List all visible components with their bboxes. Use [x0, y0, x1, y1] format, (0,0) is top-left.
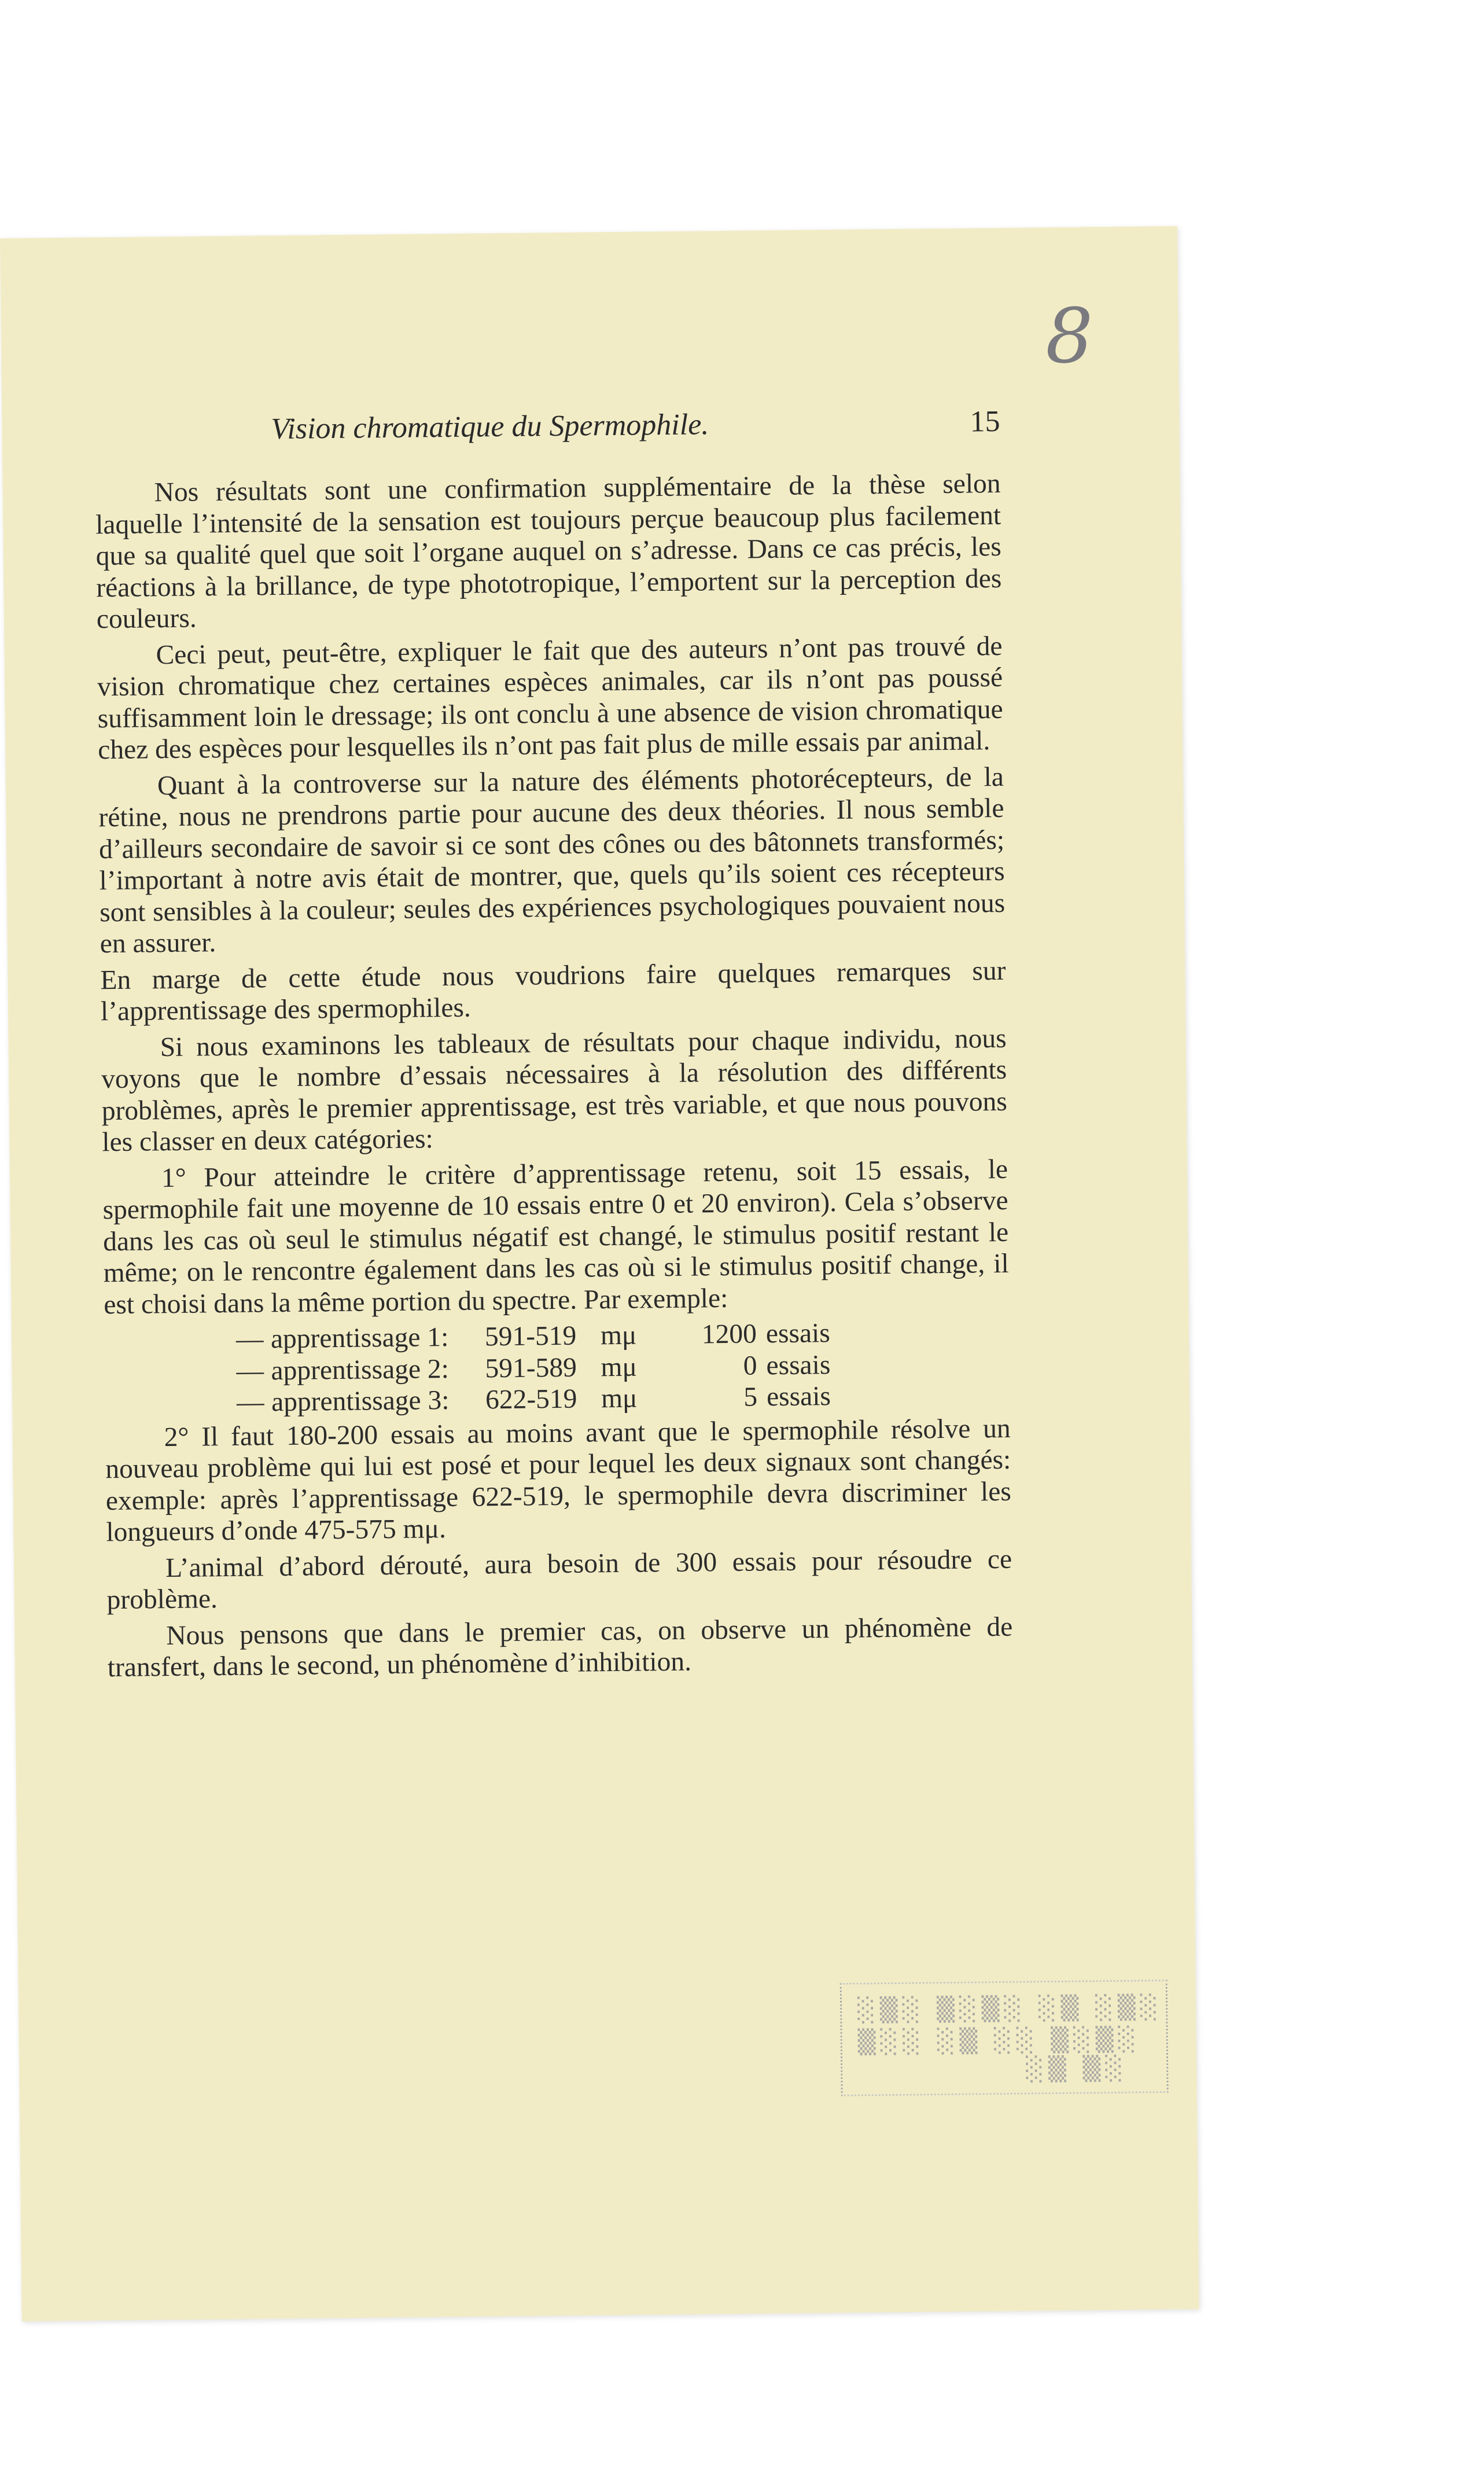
paragraph: Nos résultats sont une confirmation supplémentaire de la thèse selon laquelle l’intensité de la sensation est toujours perçue beaucoup plus facilement que sa qualité quel que soit l’organe auquel on s’adresse. Dans ce cas précis, les réactions à la brillance, de type phototropique, l’emportent sur la perception des couleurs.: [95, 468, 1002, 635]
handwritten-page-number: 8: [1045, 292, 1094, 381]
item-count: 0: [743, 1350, 757, 1381]
paragraph: 2° Il faut 180-200 essais au moins avant que le spermophile résolve un nouveau problème qui lui est posé et pour lequel les deux signaux sont changés: exemple: après l’apprentissage 622-519, le spermophile devra discriminer les longueurs d’onde 475-575 mμ.: [105, 1413, 1012, 1548]
item-unit: mμ: [601, 1352, 638, 1382]
item-count: 1200: [701, 1319, 757, 1350]
item-word: essais: [765, 1318, 830, 1349]
item-dash: —: [235, 1324, 264, 1355]
paragraph: Si nous examinons les tableaux de résultats pour chaque individu, nous voyons que le nombre d’essais nécessaires à la résolution des différents problèmes, après le premier apprentissage, est très variable, et que nous pouvons les classer en deux catégories:: [101, 1023, 1007, 1158]
paper-page: [0, 226, 1199, 2321]
paragraph: 1° Pour atteindre le critère d’apprentissage retenu, soit 15 essais, le spermophile fait une moyenne de 10 essais entre 0 et 20 environ). Cela s’observe dans les cas où seul le stimulus négatif est changé, le stimulus positif restant le même; on le rencontre également dans les cas où si le stimulus positif change, il est choisi dans la même portion du spectre. Par exemple:: [102, 1154, 1009, 1320]
item-word: essais: [766, 1349, 831, 1381]
running-title: Vision chromatique du Spermophile.: [271, 408, 709, 446]
item-label: apprentissage 3:: [271, 1385, 450, 1418]
library-stamp: [834, 1968, 1176, 2104]
paragraph: Ceci peut, peut-être, expliquer le fait que des auteurs n’ont pas trouvé de vision chromatique chez certaines espèces animales, car ils n’ont pas poussé suffisamment loin le dressage; ils ont conclu à une absence de vision chromatique chez des espèces pour lesquelles ils n’ont pas fait plus de mille essais par animal.: [97, 631, 1003, 766]
item-word: essais: [766, 1381, 831, 1412]
item-unit: mμ: [600, 1320, 637, 1351]
running-header: [271, 404, 1000, 452]
item-range: 591-589: [485, 1352, 577, 1383]
item-range: 622-519: [485, 1383, 577, 1415]
paragraph: Quant à la controverse sur la nature des éléments photorécepteurs, de la rétine, nous ne prendrons partie pour aucune des deux théories. Il nous semble d’ailleurs secondaire de savoir si ce sont des cônes ou des bâtonnets transformés; l’important à notre avis était de montrer, que, quels qu’ils soient ces récepteurs sont sensibles à la couleur; seules des expériences psychologiques pouvaient nous en assurer.: [98, 761, 1006, 959]
item-label: apprentissage 1:: [270, 1322, 449, 1355]
stamp-marks: ▒░░ ░▒ ░░ ▒░▒░: [857, 2026, 1141, 2056]
body-text: [95, 468, 1013, 1688]
item-label: apprentissage 2:: [271, 1353, 450, 1386]
item-unit: mμ: [601, 1383, 638, 1414]
paragraph: Nous pensons que dans le premier cas, on observe un phénomène de transfert, dans le second, un phénomène d’inhibition.: [107, 1611, 1013, 1683]
item-dash: —: [236, 1387, 264, 1418]
example-list: [104, 1316, 1011, 1420]
page-number: 15: [970, 404, 1000, 439]
item-range: 591-519: [484, 1320, 577, 1352]
item-count: 5: [743, 1382, 758, 1412]
stamp-marks: ░▒░ ▒░▒░ ░▒ ░▒░: [857, 1994, 1163, 2024]
paragraph: L’animal d’abord dérouté, aura besoin de 300 essais pour résoudre ce problème.: [106, 1544, 1012, 1616]
stamp-marks: ░▒ ▒░: [1025, 2055, 1128, 2083]
item-dash: —: [236, 1355, 264, 1386]
paragraph: En marge de cette étude nous voudrions faire quelques remarques sur l’apprentissage des spermophiles.: [100, 955, 1006, 1027]
